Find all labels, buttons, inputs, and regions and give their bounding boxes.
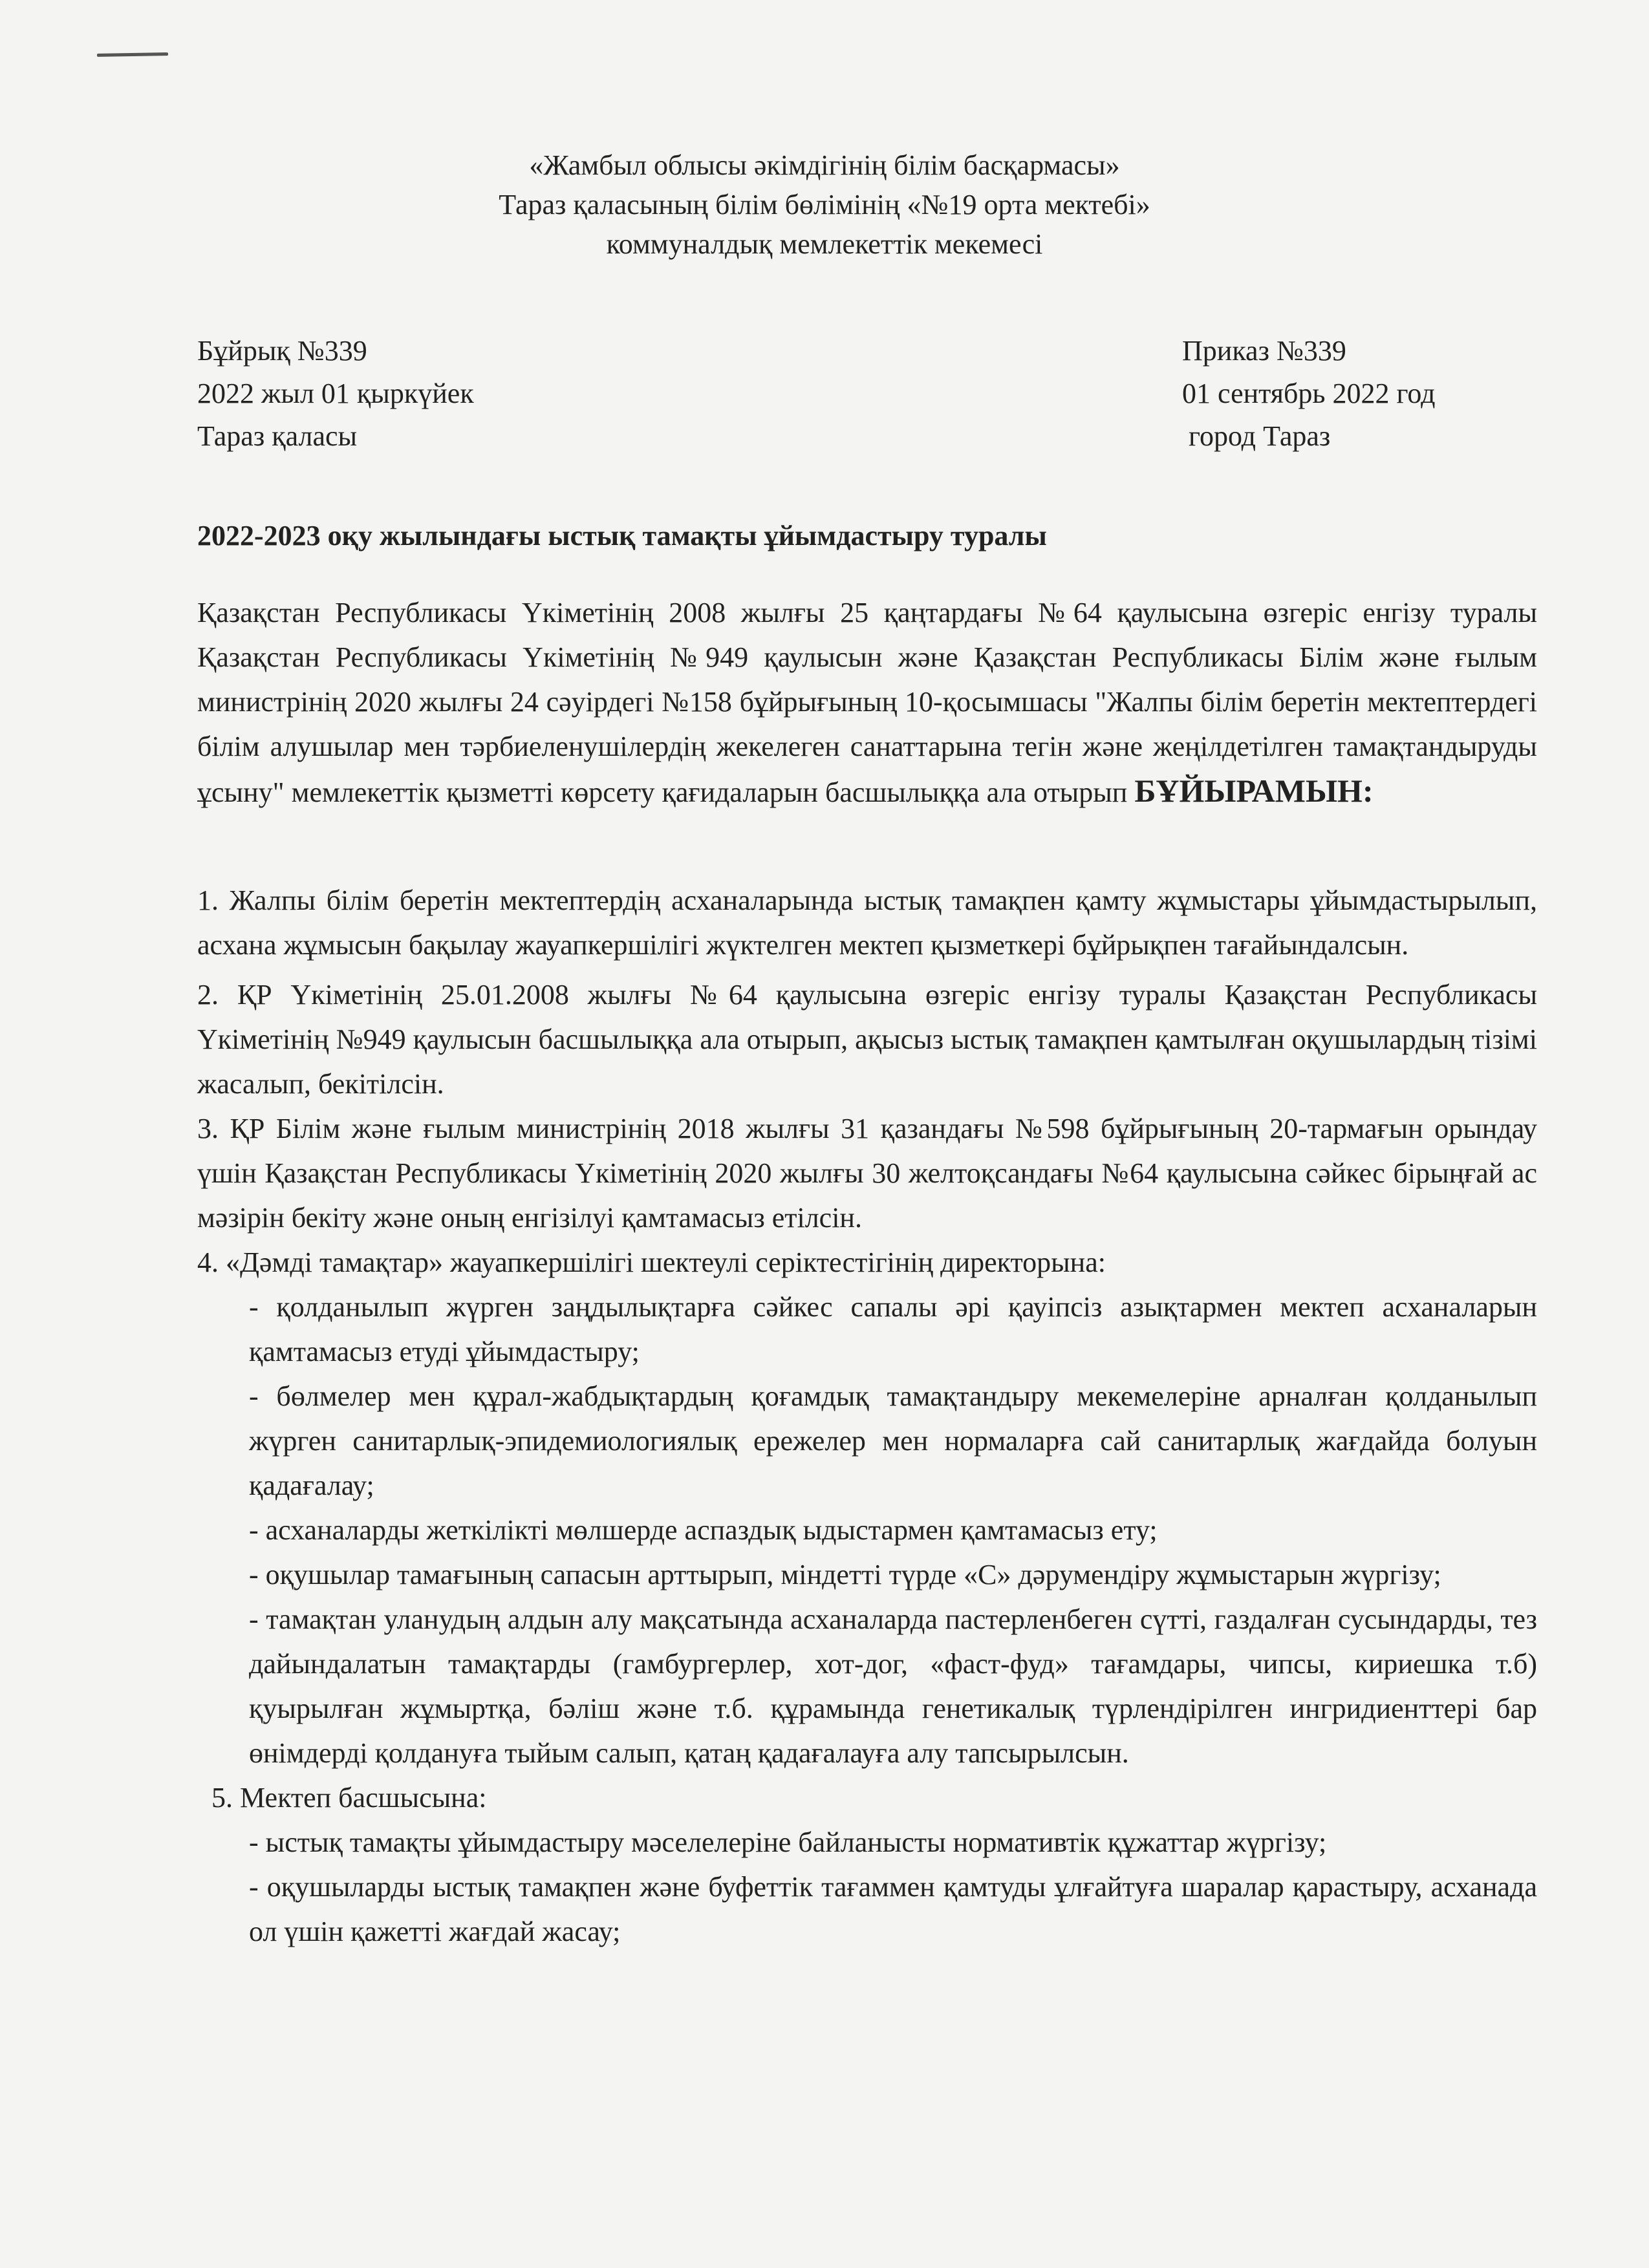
header-line-2: Тараз қаласының білім бөлімінің «№19 орта мектебі»	[499, 189, 1150, 220]
document-title: 2022-2023 оқу жылындағы ыстық тамақты ұйымдастыру туралы	[197, 520, 1047, 551]
order-item-5a: - ыстық тамақты ұйымдастыру мәселелеріне байланысты нормативтік құжаттар жүргізу;	[249, 1826, 1327, 1858]
order-item-2: 2. ҚР Үкіметінің 25.01.2008 жылғы №64 қаулысына өзгеріс енгізу туралы Қазақстан Республикасы Үкіметінің №949 қаулысын басшылыққа ала отырып, ақысыз ыстық тамақпен қамтылған оқушылардың тізімі жасалып, бекітілсін.	[197, 979, 1537, 1100]
order-item-4a: - қолданылып жүрген заңдылықтарға сәйкес сапалы әрі қауіпсіз азықтармен мектеп асханаларын қамтамасыз етуді ұйымдастыру;	[249, 1291, 1537, 1367]
header-line-3: коммуналдық мемлекеттік мекемесі	[606, 228, 1043, 260]
order-item-4b: - бөлмелер мен құрал-жабдықтардың қоғамдық тамақтандыру мекемелеріне арналған қолданылып жүрген санитарлық-эпидемиологиялық ережелер мен нормаларға сай санитарлық жағдайда болуын қадағалау;	[249, 1380, 1537, 1501]
intro-paragraph	[197, 590, 1537, 815]
order-items	[197, 878, 1537, 1954]
order-item-4-subitems	[197, 1285, 1537, 1775]
intro-text: Қазақстан Республикасы Үкіметінің 2008 жылғы 25 қаңтардағы №64 қаулысына өзгеріс енгізу туралы Қазақстан Республикасы Үкіметінің №949 қаулысын және Қазақстан Республикасы Білім және ғылым министрінің 2020 жылғы 24 сәуірдегі №158 бұйрығының 10-қосымшасы "Жалпы білім беретін мектептердегі білім алушылар мен тәрбиеленушілердің жекелеген санаттарына тегін және жеңілдетілген тамақтандыруды ұсыну" мемлекеттік қызметті көрсету қағидаларын басшылыққа ала отырып	[197, 597, 1537, 808]
order-item-1: 1. Жалпы білім беретін мектептердің асханаларында ыстық тамақпен қамту жұмыстары ұйымдастырылып, асхана жұмысын бақылау жауапкершілігі жүктелген мектеп қызметкері бұйрықпен тағайындалсын.	[197, 884, 1537, 961]
order-item-4c: - асханаларды жеткілікті мөлшерде аспаздық ыдыстармен қамтамасыз ету;	[249, 1514, 1158, 1546]
header-line-1: «Жамбыл облысы әкімдігінің білім басқармасы»	[529, 149, 1120, 181]
order-item-3: 3. ҚР Білім және ғылым министрінің 2018 жылғы 31 қазандағы №598 бұйрығының 20-тармағын орындау үшін Қазақстан Республикасы Үкіметінің 2020 жылғы 30 желтоқсандағы №64 қаулысына сәйкес бірыңғай ас мәзірін бекіту және оның енгізілуі қамтамасыз етілсін.	[197, 1113, 1537, 1234]
order-item-4e: - тамақтан уланудың алдын алу мақсатында асханаларда пастерленбеген сүтті, газдалған сусындарды, тез дайындалатын тамақтарды (гамбургерлер, хот-дог, «фаст-фуд» тағамдары, чипсы, кириешка т.б) қуырылған жұмыртқа, бәліш және т.б. құрамында генетикалық түрлендірілген ингридиенттері бар өнімдерді қолдануға тыйым салып, қатаң қадағалауға алу тапсырылсын.	[249, 1603, 1537, 1769]
order-item-5b: - оқушыларды ыстық тамақпен және буфеттік тағаммен қамтуды ұлғайтуға шаралар қарастыру, асханада ол үшін қажетті жағдай жасау;	[249, 1871, 1537, 1947]
order-city-kz: Тараз қаласы	[197, 420, 358, 452]
order-item-5-subitems	[197, 1820, 1537, 1954]
order-number-kz: Бұйрық №339	[197, 335, 367, 367]
scan-mark	[97, 52, 168, 57]
order-number-ru: Приказ №339	[1182, 335, 1346, 367]
order-item-4: 4. «Дәмді тамақтар» жауапкершілігі шектеулі серіктестігінің директорына:	[197, 1246, 1106, 1278]
order-date-kz: 2022 жыл 01 қыркүйек	[197, 378, 474, 409]
order-meta-kazakh	[197, 330, 474, 458]
order-meta-russian	[1182, 330, 1436, 458]
order-item-5: 5. Мектеп басшысына:	[211, 1782, 487, 1813]
order-city-ru: город Тараз	[1189, 420, 1331, 452]
document-header	[0, 145, 1649, 264]
order-date-ru: 01 сентябрь 2022 год	[1182, 378, 1436, 409]
order-item-4d: - оқушылар тамағының сапасын арттырып, міндетті түрде «С» дәрумендіру жұмыстарын жүргізу;	[249, 1559, 1441, 1590]
order-keyword: БҰЙЫРАМЫН:	[1134, 773, 1374, 809]
